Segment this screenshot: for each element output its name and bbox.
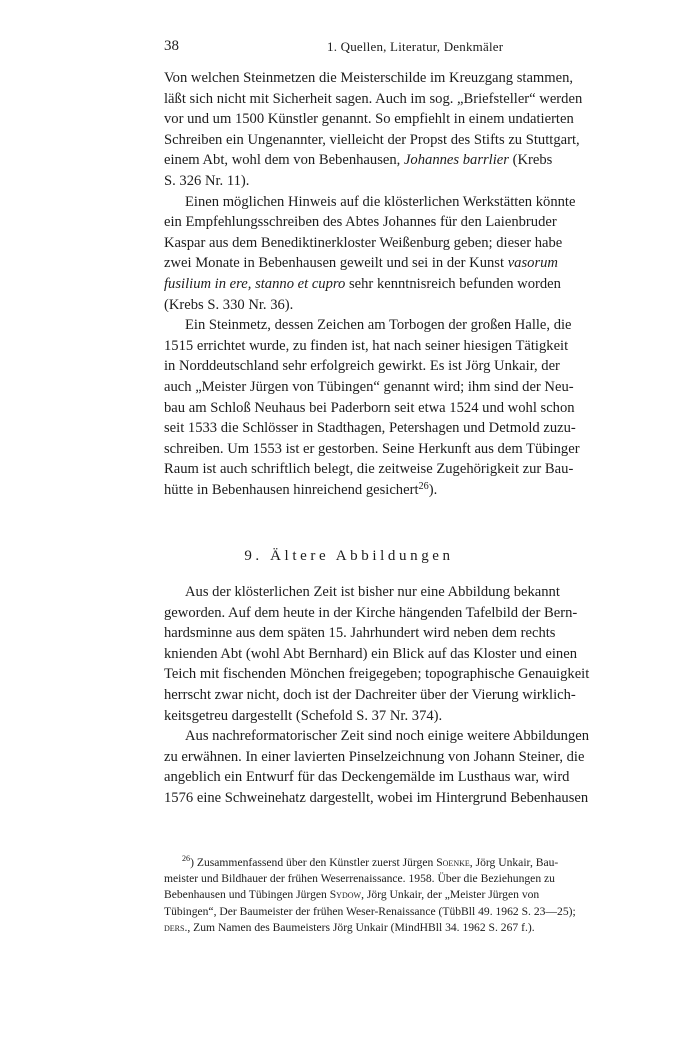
text-line: Tübingen“, Der Baumeister der frühen Weser-Renaissance (TübBll 49. 1962 S. 23—25);: [164, 904, 576, 918]
text-line: bau am Schloß Neuhaus bei Paderborn seit etwa 1524 und wohl schon: [164, 399, 575, 416]
text-line: Schreiben ein Ungenannter, vielleicht der Propst des Stifts zu Stuttgart,: [164, 131, 580, 148]
text-line: Aus nachreformatorischer Zeit sind noch einige weitere Abbildungen: [185, 728, 590, 745]
section-heading: 9. Ältere Abbildungen: [244, 548, 454, 564]
italic-name: Johannes barrlier: [403, 152, 509, 169]
section-text: [164, 582, 590, 809]
text-span: , Jörg Unkair, Bau-: [469, 856, 559, 869]
text-line: Raum ist auch schriftlich belegt, die zeitweise Zugehörigkeit zur Bau-: [164, 461, 574, 478]
text-line: auch „Meister Jürgen von Tübingen“ genannt wird; ihm sind der Neu-: [164, 378, 574, 395]
footnote-text: [164, 854, 576, 936]
text-line: geworden. Auf dem heute in der Kirche hängenden Tafelbild der Bern-: [164, 604, 578, 621]
text-line: vor und um 1500 Künstler genannt. So empfiehlt in einem undatierten: [164, 111, 574, 128]
italic-latin: vasorum: [507, 255, 558, 272]
footnote: [164, 854, 576, 936]
text-line: [164, 274, 561, 295]
text-line: 1576 eine Schweinehatz dargestellt, wobei im Hintergrund Bebenhausen: [164, 789, 589, 806]
paragraph: [164, 68, 583, 192]
text-line: herrscht zwar nicht, doch ist der Dachreiter über der Vierung wirklich-: [164, 686, 576, 703]
text-span: , Zum Namen des Baumeisters Jörg Unkair (MindHBll 34. 1962 S. 267 f.).: [187, 920, 535, 934]
text-line: meister und Bildhauer der frühen Weserrenaissance. 1958. Über die Beziehungen zu: [164, 872, 555, 886]
author-name: Soenke: [436, 856, 470, 869]
text-line: [164, 887, 540, 903]
page-header: [164, 38, 534, 60]
text-line: in Norddeutschland sehr erfolgreich gewirkt. Es ist Jörg Unkair, der: [164, 358, 560, 375]
text-line: Aus der klösterlichen Zeit ist bisher nur eine Abbildung bekannt: [185, 584, 560, 600]
text-span: (Krebs: [508, 152, 553, 169]
paragraph: [164, 315, 580, 500]
text-line: [164, 854, 559, 871]
text-span: ).: [428, 481, 438, 498]
section-text: [164, 68, 583, 500]
text-span: , Jörg Unkair, der „Meister Jürgen von: [361, 888, 540, 902]
text-line: knienden Abt (wohl Abt Bernhard) ein Blick auf das Kloster und einen: [164, 645, 577, 662]
footnote-reference: 26: [418, 480, 429, 492]
text-line: 1515 errichtet wurde, zu finden ist, hat nach seiner hiesigen Tätigkeit: [164, 337, 569, 354]
text-line: [164, 150, 553, 171]
text-span: Bebenhausen und Tübingen Jürgen: [164, 888, 330, 902]
text-span: hütte in Bebenhausen hinreichend gesichert: [164, 481, 419, 498]
page-number: 38: [164, 38, 179, 54]
text-line: läßt sich nicht mit Sicherheit sagen. Auch im sog. „Briefsteller“ werden: [164, 90, 583, 107]
text-line: Einen möglichen Hinweis auf die klösterlichen Werkstätten könnte: [185, 193, 576, 210]
text-line: hardsminne aus dem späten 15. Jahrhundert wird neben dem rechts: [164, 625, 556, 642]
paragraph: [164, 726, 590, 808]
paragraph: [164, 192, 576, 316]
text-line: [164, 920, 534, 936]
text-line: schreiben. Um 1553 ist er gestorben. Seine Herkunft aus dem Tübinger: [164, 440, 580, 457]
text-line: angeblich ein Entwurf für das Deckengemälde im Lusthaus war, wird: [164, 769, 570, 786]
text-line: Von welchen Steinmetzen die Meisterschilde im Kreuzgang stammen,: [164, 70, 574, 86]
author-name: ders.: [164, 920, 188, 934]
text-line: S. 326 Nr. 11).: [164, 172, 250, 189]
paragraph: [164, 582, 590, 726]
text-span: zwei Monate in Bebenhausen geweilt und sei in der Kunst: [164, 255, 505, 272]
text-line: (Krebs S. 330 Nr. 36).: [164, 296, 294, 313]
text-span: ) Zusammenfassend über den Künstler zuerst Jürgen: [190, 856, 437, 869]
text-line: keitsgetreu dargestellt (Schefold S. 37 Nr. 374).: [164, 707, 443, 724]
running-title: 1. Quellen, Literatur, Denkmäler: [327, 39, 504, 54]
footnote-mark: 26: [182, 854, 191, 863]
text-line: [164, 480, 534, 501]
text-line: Ein Steinmetz, dessen Zeichen am Torbogen der großen Halle, die: [185, 317, 572, 334]
italic-latin: fusilium in ere, stanno et cupro: [164, 275, 346, 292]
text-line: Kaspar aus dem Benediktinerkloster Weißenburg geben; dieser habe: [164, 234, 563, 251]
text-line: seit 1533 die Schlösser in Stadthagen, Petershagen und Detmold zuzu-: [164, 420, 576, 437]
author-name: Sydow: [329, 888, 362, 902]
text-line: zu erwähnen. In einer lavierten Pinselzeichnung von Johann Steiner, die: [164, 748, 585, 765]
text-line: ein Empfehlungsschreiben des Abtes Johannes für den Laienbruder: [164, 214, 557, 231]
text-line: Teich mit fischenden Mönchen freigegeben; topographische Genauigkeit: [164, 666, 590, 683]
text-line: [164, 253, 558, 274]
text-span: einem Abt, wohl dem von Bebenhausen,: [164, 152, 401, 169]
text-span: sehr kenntnisreich befunden worden: [345, 275, 561, 292]
